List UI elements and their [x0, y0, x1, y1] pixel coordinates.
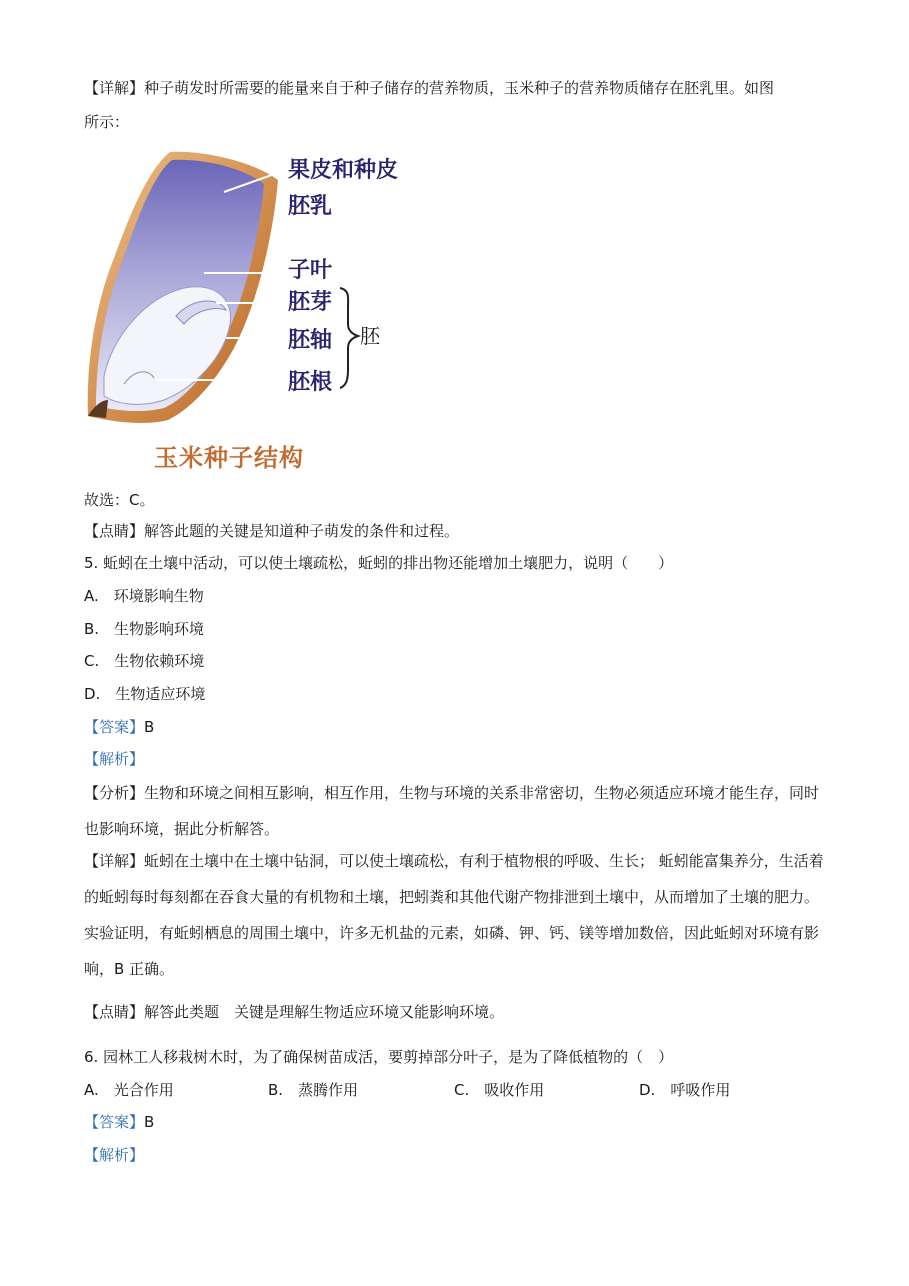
- corn-seed-illustration: [84, 148, 424, 470]
- q5-fenxi-paragraph: [84, 775, 824, 847]
- q5-xiangjie-text: 蚯蚓在土壤中在土壤中钻洞，可以使土壤疏松，有利于植物根的呼吸、生长； 蚯蚓能富集养分，生活着的蚯蚓每时每刻都在吞食大量的有机物和土壤，把蚓粪和其他代谢产物排泄到土壤中，从而增加了土壤的肥力。实验证明，有蚯蚓栖息的周围土壤中，许多无机盐的元素，如磷、钾、钙、镁等增加数倍，因此蚯蚓对环境有影响，B 正确。: [84, 852, 824, 978]
- corn-seed-figure: [84, 148, 424, 470]
- q6-stem: 6. 园林工人移栽树木时，为了确保树苗成活，要剪掉部分叶子，是为了降低植物的（ ）: [84, 1048, 674, 1066]
- q5-dianjing-text: 解答此类题 关键是理解生物适应环境又能影响环境。: [144, 1003, 505, 1021]
- figure-caption: 玉米种子结构: [154, 444, 304, 472]
- q6-answer-line: [84, 1112, 154, 1132]
- detail-tag: 【详解】: [84, 79, 145, 97]
- q6-answer-tag: 【答案】: [84, 1113, 145, 1131]
- q6-option-c: C. 吸收作用: [454, 1081, 545, 1099]
- q5-fenxi-text: 生物和环境之间相互影响，相互作用，生物与环境的关系非常密切，生物必须适应环境才能生存，同时也影响环境，据此分析解答。: [84, 784, 820, 838]
- comment-line: [84, 521, 459, 541]
- label-cotyledon: 子叶: [288, 258, 333, 283]
- label-pericarp-and-seed-coat: 果皮和种皮: [288, 158, 399, 183]
- q6-option-b: B. 蒸腾作用: [268, 1081, 359, 1099]
- q5-option-d: D. 生物适应环境: [84, 685, 206, 703]
- detail-paragraph-line2: 所示：: [84, 113, 130, 131]
- q5-xiangjie-paragraph: [84, 843, 824, 987]
- detail-paragraph-line1: [84, 78, 774, 98]
- q6-option-a: A. 光合作用: [84, 1081, 174, 1099]
- answer-choice-line: 故选：C。: [84, 491, 155, 509]
- q5-dianjing-line: [84, 1002, 504, 1022]
- q6-answer-value: B: [144, 1113, 155, 1131]
- q5-analysis-tag: 【解析】: [84, 750, 145, 768]
- q5-stem: 5. 蚯蚓在土壤中活动，可以使土壤疏松，蚯蚓的排出物还能增加土壤肥力，说明（ ）: [84, 554, 674, 572]
- q5-dianjing-tag: 【点睛】: [84, 1003, 145, 1021]
- label-hypocotyl: 胚轴: [288, 328, 333, 353]
- q6-option-d: D. 呼吸作用: [639, 1081, 731, 1099]
- q5-answer-line: [84, 717, 154, 737]
- comment-tag: 【点睛】: [84, 522, 145, 540]
- label-radicle: 胚根: [288, 370, 333, 395]
- q5-fenxi-tag: 【分析】: [84, 784, 145, 802]
- q5-answer-value: B: [144, 718, 155, 736]
- label-endosperm: 胚乳: [288, 194, 333, 219]
- detail-text: 种子萌发时所需要的能量来自于种子储存的营养物质，玉米种子的营养物质储存在胚乳里。如图: [144, 79, 775, 97]
- label-plumule: 胚芽: [288, 290, 333, 315]
- q5-option-c: C. 生物依赖环境: [84, 652, 205, 670]
- label-embryo: 胚: [360, 324, 380, 348]
- comment-text: 解答此题的关键是知道种子萌发的条件和过程。: [144, 522, 460, 540]
- q5-option-a: A. 环境影响生物: [84, 587, 204, 605]
- q6-analysis-tag: 【解析】: [84, 1146, 145, 1164]
- q5-option-b: B. 生物影响环境: [84, 620, 205, 638]
- q5-xiangjie-tag: 【详解】: [84, 852, 145, 870]
- q5-answer-tag: 【答案】: [84, 718, 145, 736]
